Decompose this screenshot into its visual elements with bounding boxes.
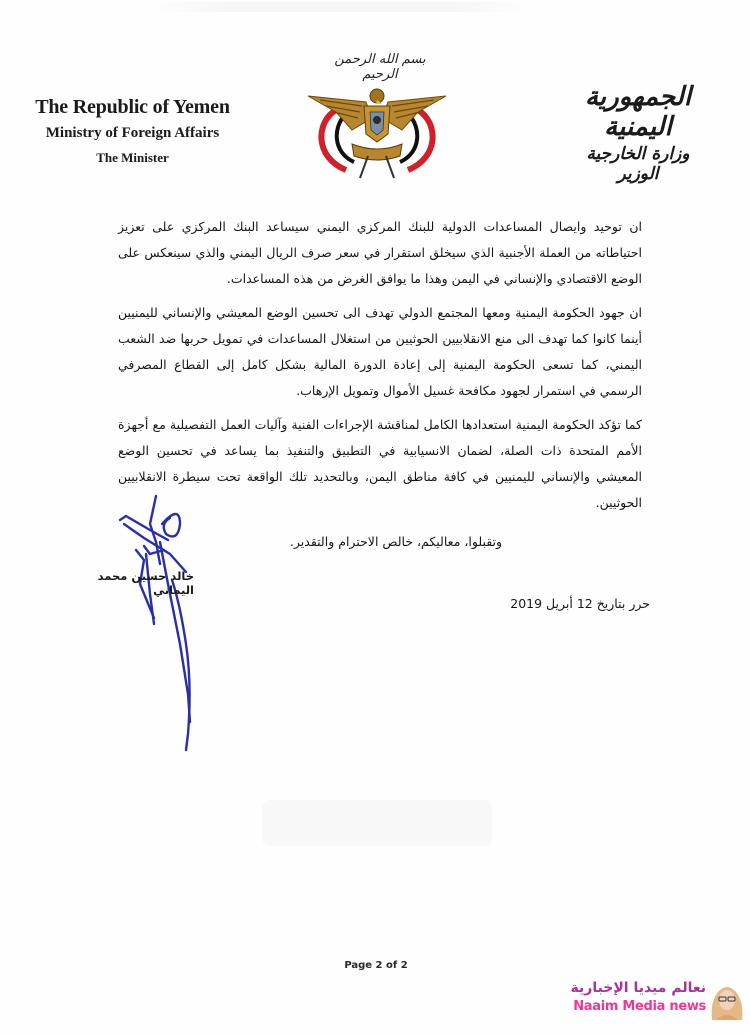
- basmala: بسم الله الرحمن الرحيم: [334, 52, 426, 82]
- letterhead-arabic: [548, 82, 728, 184]
- faint-stamp-bleed: [262, 800, 492, 846]
- letter-body: [118, 214, 642, 524]
- signer-name: خالد حسين محمد اليماني: [97, 569, 194, 597]
- letterhead-english: [20, 96, 245, 166]
- paragraph-3: كما تؤكد الحكومة اليمنية استعدادها الكامل لمناقشة الإجراءات الفنية وآليات العمل التفصيلية مع أجهزة الأمم المتحدة ذات الصلة، لضمان الانسيابية في التطبيق والتنفيذ بما يساعد في تحسين الوضع المعيشي والإنساني لليمنيين في كافة مناطق اليمن، وبالتحديد تلك الواقعة تحت سيطرة الانقلابيين الحوثيين.: [118, 417, 642, 510]
- bleed-through-marks: [150, 2, 530, 12]
- ministry-name-arabic: وزارة الخارجية: [586, 144, 690, 164]
- office-title-arabic: الوزير: [617, 164, 659, 184]
- watermark-arabic: نعالم ميديا الإخبارية: [570, 980, 706, 996]
- paragraph-2: ان جهود الحكومة اليمنية ومعها المجتمع الدولي تهدف الى تحسين الوضع المعيشي والإنساني لليمنيين أينما كانوا كما تهدف الى منع الانقلابيين الحوثيين من استغلال المساعدات في تمويل حربها ضد الشعب اليمني، كما تسعى الحكومة اليمنية إلى إعادة الدورة المالية بشكل كامل إلى القطاع المصرفي الرسمي في استمرار لجهود مكافحة غسيل الأموال وتمويل الإرهاب.: [118, 305, 642, 398]
- paragraph-1: ان توحيد وايصال المساعدات الدولية للبنك المركزي اليمني سيساعد البنك المركزي على تعزيز احتياطاته من العملة الأجنبية الذي سيخلق استقرار في سعر صرف الريال اليمني والذي سينعكس على الوضع الاقتصادي والإنساني في اليمن وهذا ما يوافق الغرض من هذه المساعدات.: [118, 219, 642, 286]
- watermark-avatar-icon: [708, 980, 746, 1020]
- ministry-name: Ministry of Foreign Affairs: [45, 125, 220, 141]
- yemen-emblem-icon: [306, 82, 448, 180]
- signature-icon: [110, 494, 220, 756]
- office-title: The Minister: [96, 150, 169, 165]
- watermark-english: Naaim Media news: [573, 999, 706, 1014]
- issue-date: حرر بتاريخ 12 أبريل 2019: [510, 596, 650, 611]
- closing-salutation: وتقبلوا، معاليكم، خالص الاحترام والتقدير.: [289, 534, 503, 549]
- media-watermark: [570, 980, 750, 1020]
- republic-name: The Republic of Yemen: [35, 96, 230, 118]
- page-number: Page 2 of 2: [344, 960, 408, 971]
- republic-name-arabic: الجمهورية اليمنية: [584, 82, 692, 142]
